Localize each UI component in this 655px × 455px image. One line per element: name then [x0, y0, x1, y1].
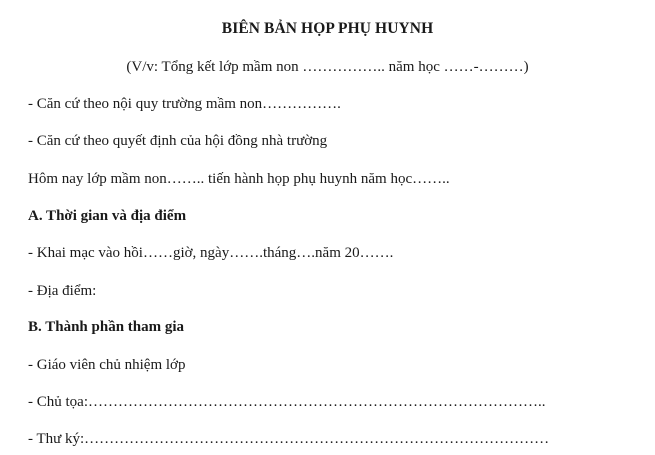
- document-subtitle: (V/v: Tổng kết lớp mầm non …………….. năm học ……-………): [126, 59, 529, 75]
- meeting-intro: Hôm nay lớp mầm non…….. tiến hành họp phụ huynh năm học……..: [28, 171, 450, 187]
- section-b-heading: B. Thành phần tham gia: [28, 319, 185, 335]
- chairperson: - Chủ tọa:………………………………………………………………………………..: [28, 394, 546, 410]
- basis-school-rules: - Căn cứ theo nội quy trường mầm non…………….: [28, 96, 341, 112]
- basis-board-decision: - Căn cứ theo quyết định của hội đồng nhà trường: [28, 133, 328, 149]
- document-title: BIÊN BẢN HỌP PHỤ HUYNH: [221, 20, 434, 37]
- secretary: - Thư ký:…………………………………………………………………………………: [28, 431, 550, 447]
- location: - Địa điểm:: [28, 283, 97, 299]
- section-a-heading: A. Thời gian và địa điểm: [28, 208, 187, 224]
- opening-time: - Khai mạc vào hồi……giờ, ngày…….tháng….năm 20…….: [28, 245, 394, 261]
- homeroom-teacher: - Giáo viên chủ nhiệm lớp: [28, 357, 186, 373]
